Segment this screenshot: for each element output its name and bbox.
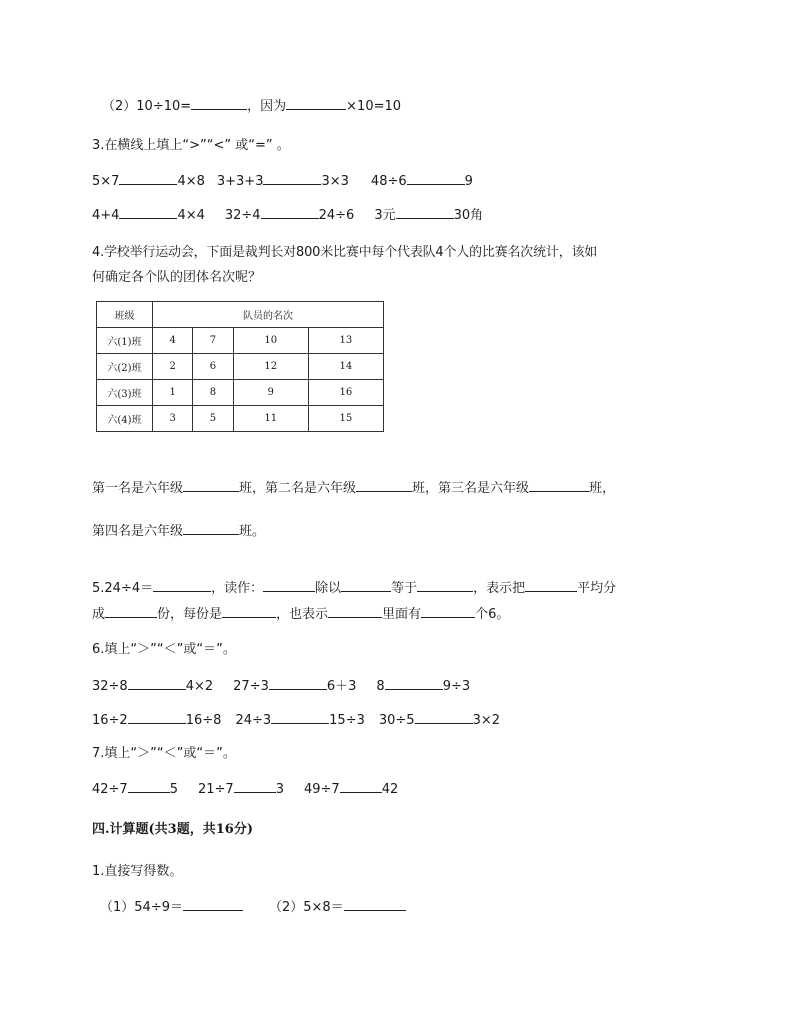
q4-answer-line1	[92, 477, 615, 496]
rank-cell: 16	[308, 380, 383, 406]
section4-q1-title: 1.直接写得数。	[92, 864, 183, 879]
rank-cell: 1	[153, 380, 193, 406]
answer-text: 第四名是六年级	[92, 524, 184, 539]
rank-cell: 10	[233, 328, 308, 354]
row-class: 六(2)班	[97, 354, 153, 380]
header-class: 班级	[97, 302, 153, 328]
q5-text: ，读作：	[211, 581, 264, 596]
row-class: 六(1)班	[97, 328, 153, 354]
expr-left: 27÷3	[233, 679, 269, 694]
expr-right: 3×2	[472, 713, 501, 728]
expr-right: 4×4	[177, 208, 205, 223]
table-row	[97, 406, 384, 432]
q5-text: 除以	[315, 581, 342, 596]
q5-text: 5.24÷4＝	[92, 581, 154, 596]
answer-text: 班，	[589, 481, 616, 496]
q5-text: 等于	[391, 581, 418, 596]
q3-row1	[92, 170, 473, 189]
rank-cell: 9	[233, 380, 308, 406]
q2-line	[92, 95, 401, 114]
answer-blank[interactable]	[119, 204, 177, 219]
rank-cell: 15	[308, 406, 383, 432]
answer-blank[interactable]	[396, 204, 454, 219]
row-class: 六(4)班	[97, 406, 153, 432]
section4-q1-items	[92, 896, 406, 915]
answer-text: 第一名是六年级	[92, 481, 184, 496]
header-ranks: 队员的名次	[153, 302, 384, 328]
answer-text: 班。	[239, 524, 266, 539]
expr-right: 9	[464, 174, 473, 189]
expr-left: 3元	[374, 208, 396, 223]
q2-suffix: ×10=10	[346, 99, 402, 114]
answer-blank[interactable]	[183, 896, 243, 911]
answer-blank[interactable]	[271, 709, 329, 724]
answer-blank[interactable]	[269, 675, 327, 690]
answer-blank[interactable]	[407, 170, 465, 185]
rank-cell: 2	[153, 354, 193, 380]
expr-right: 6＋3	[326, 679, 357, 694]
q4-answer-line2	[92, 520, 265, 539]
rank-cell: 4	[153, 328, 193, 354]
answer-blank[interactable]	[153, 577, 211, 592]
q6-row1	[92, 675, 470, 694]
expr-left: 16÷2	[92, 713, 128, 728]
expr-left: 21÷7	[198, 782, 234, 797]
answer-blank[interactable]	[128, 709, 186, 724]
expr-left: 24÷3	[235, 713, 272, 728]
rank-table	[96, 301, 384, 432]
expr-right: 4×8	[177, 174, 205, 189]
answer-blank[interactable]	[191, 95, 247, 110]
answer-blank[interactable]	[105, 603, 157, 618]
q4-title-line2: 何确定各个队的团体名次呢？	[92, 270, 262, 285]
rank-cell: 7	[193, 328, 233, 354]
q7-row	[92, 778, 398, 797]
expr-right: 3	[275, 782, 284, 797]
q7-title: 7.填上“＞”“＜”或“＝”。	[92, 746, 236, 761]
section-heading: 四.计算题(共3题，共16分)	[92, 822, 253, 837]
rank-cell: 5	[193, 406, 233, 432]
answer-text: 班，第二名是六年级	[239, 481, 357, 496]
table-row	[97, 354, 384, 380]
q5-text: ，表示把	[473, 581, 526, 596]
q2-mid: ，因为	[247, 99, 287, 114]
expr-left: 4+4	[92, 208, 120, 223]
expr-left: 49÷7	[304, 782, 340, 797]
q2-prefix: （2）10÷10=	[102, 99, 192, 114]
expr-right: 4×2	[185, 679, 214, 694]
expr-right: 5	[169, 782, 178, 797]
answer-blank[interactable]	[417, 577, 473, 592]
answer-blank[interactable]	[263, 170, 321, 185]
answer-blank[interactable]	[183, 477, 239, 492]
answer-blank[interactable]	[356, 477, 412, 492]
q6-title: 6.填上“＞”“＜”或“＝”。	[92, 642, 236, 657]
q5-text: 里面有	[382, 607, 422, 622]
expr-right: 9÷3	[442, 679, 471, 694]
expr-left: 30÷5	[378, 713, 415, 728]
expr-right: 3×3	[321, 174, 349, 189]
answer-blank[interactable]	[525, 577, 577, 592]
answer-text: 班，第三名是六年级	[412, 481, 530, 496]
answer-blank[interactable]	[183, 520, 239, 535]
row-class: 六(3)班	[97, 380, 153, 406]
q5-text: 平均分	[577, 581, 617, 596]
expr-left: 5×7	[92, 174, 120, 189]
expr-left: 3+3+3	[216, 174, 264, 189]
answer-blank[interactable]	[415, 709, 473, 724]
expr-right: 42	[381, 782, 399, 797]
q5-text: 份，每份是	[157, 607, 223, 622]
q4-title-line1: 4.学校举行运动会，下面是裁判长对800米比赛中每个代表队4个人的比赛名次统计，该如	[92, 245, 598, 260]
table-row	[97, 380, 384, 406]
expr-left: 48÷6	[370, 174, 407, 189]
answer-blank[interactable]	[344, 896, 406, 911]
rank-cell: 13	[308, 328, 383, 354]
answer-blank[interactable]	[328, 603, 382, 618]
q5-text: 个6。	[475, 607, 510, 622]
table-row	[97, 328, 384, 354]
expr-right: 30角	[453, 208, 484, 223]
expr-left: 32÷4	[224, 208, 261, 223]
answer-blank[interactable]	[128, 778, 170, 793]
answer-blank[interactable]	[119, 170, 177, 185]
answer-blank[interactable]	[529, 477, 589, 492]
answer-blank[interactable]	[340, 778, 382, 793]
table-header-row	[97, 302, 384, 328]
answer-blank[interactable]	[263, 577, 315, 592]
q5-line1	[92, 577, 616, 596]
expr-right: 24÷6	[318, 208, 355, 223]
rank-cell: 3	[153, 406, 193, 432]
q5-text: 成	[92, 607, 106, 622]
expr-right: 15÷3	[329, 713, 365, 728]
expr-left: 8	[376, 679, 385, 694]
answer-blank[interactable]	[421, 603, 475, 618]
answer-blank[interactable]	[385, 675, 443, 690]
q3-row2	[92, 204, 483, 223]
rank-cell: 8	[193, 380, 233, 406]
q5-text: ，也表示	[276, 607, 329, 622]
rank-cell: 11	[233, 406, 308, 432]
answer-blank[interactable]	[222, 603, 276, 618]
q3-title: 3.在横线上填上“>”“<” 或“=” 。	[92, 138, 290, 153]
rank-cell: 6	[193, 354, 233, 380]
calc-item-label: （1）54÷9＝	[100, 900, 183, 915]
q6-row2	[92, 709, 500, 728]
answer-blank[interactable]	[286, 95, 346, 110]
answer-blank[interactable]	[261, 204, 319, 219]
answer-blank[interactable]	[341, 577, 391, 592]
expr-right: 16÷8	[185, 713, 222, 728]
calc-item-label: （2）5×8＝	[268, 900, 344, 915]
q5-line2	[92, 603, 509, 622]
answer-blank[interactable]	[128, 675, 186, 690]
answer-blank[interactable]	[234, 778, 276, 793]
expr-left: 42÷7	[92, 782, 128, 797]
expr-left: 32÷8	[92, 679, 128, 694]
rank-cell: 14	[308, 354, 383, 380]
rank-cell: 12	[233, 354, 308, 380]
